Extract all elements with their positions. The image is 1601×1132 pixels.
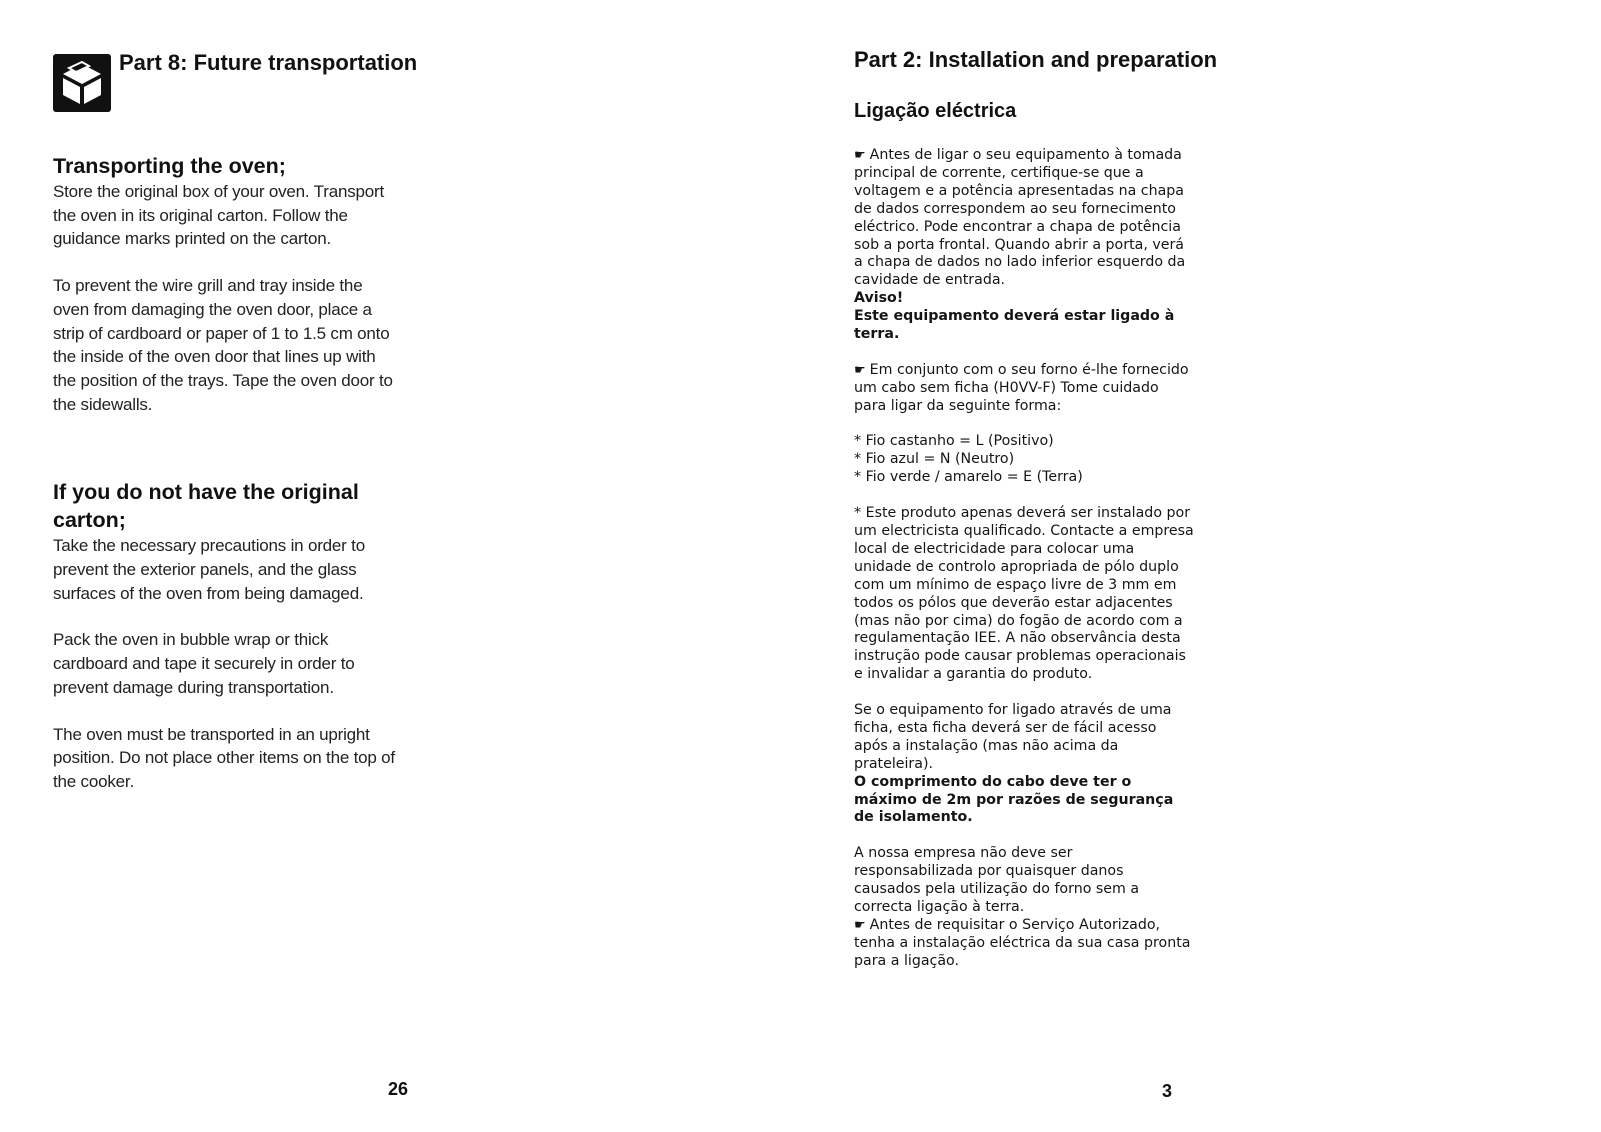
cable-warning: O comprimento do cabo deve ter o máximo de 2m por razões de segurança de isolamento.	[854, 773, 1174, 826]
part-title: Part 2: Installation and preparation	[854, 47, 1218, 72]
section-heading-transporting: Transporting the oven;	[53, 154, 286, 178]
list-item: * Fio castanho = L (Positivo)	[854, 433, 1054, 450]
warning-label: Aviso!	[854, 290, 904, 307]
page-number: 3	[1162, 1081, 1173, 1101]
right-content	[854, 147, 1194, 971]
paragraph: A nossa empresa não deve ser responsabilizada por quaisquer danos causados pela utilização do forno sem a correcta ligação à terra.	[854, 845, 1140, 915]
right-page	[800, 0, 1601, 1132]
warning-text: Este equipamento deverá estar ligado à terra.	[854, 308, 1175, 343]
paragraph: ☛ Antes de ligar o seu equipamento à tomada principal de corrente, certifique-se que a voltagem e a potência apresentadas na chapa de dados correspondem ao seu fornecimento eléctrico. Pode encontrar a chapa de potência sob a porta frontal. Quando abrir a porta, verá a chapa de dados no lado inferior esquerdo da cavidade de entrada.	[854, 147, 1186, 289]
paragraph: The oven must be transported in an upright position. Do not place other items on the top of the cooker.	[53, 724, 395, 791]
part-title: Part 8: Future transportation	[119, 49, 418, 75]
pointing-hand-icon: ☛	[854, 917, 866, 933]
part-header	[53, 49, 418, 112]
paragraph: To prevent the wire grill and tray inside the oven from damaging the oven door, place a strip of cardboard or paper of 1 to 1.5 cm onto the inside of the oven door that lines up with the position of the trays. Tape the oven door to the sidewalls.	[53, 276, 393, 414]
left-page	[0, 0, 800, 1132]
paragraph: Pack the oven in bubble wrap or thick cardboard and tape it securely in order to prevent damage during transportation.	[53, 630, 355, 697]
paragraph: ☛ Antes de requisitar o Serviço Autorizado, tenha a instalação eléctrica da sua casa pronta para a ligação.	[854, 916, 1191, 969]
paragraph: ☛ Em conjunto com o seu forno é-lhe fornecido um cabo sem ficha (H0VV-F) Tome cuidado para ligar da seguinte forma:	[854, 361, 1189, 414]
pointing-hand-icon: ☛	[854, 362, 866, 378]
paragraph: Store the original box of your oven. Transport the oven in its original carton. Follow the guidance marks printed on the carton.	[53, 182, 384, 249]
paragraph: Se o equipamento for ligado através de uma ficha, esta ficha deverá ser de fácil acesso após a instalação (mas não acima da prateleira).	[854, 702, 1172, 772]
section-heading-no-carton: If you do not have the original carton;	[53, 480, 359, 533]
pointing-hand-icon: ☛	[854, 148, 866, 163]
list-item: * Fio azul = N (Neutro)	[854, 451, 1015, 468]
page-number: 26	[388, 1079, 409, 1099]
list-item: * Fio verde / amarelo = E (Terra)	[854, 469, 1083, 486]
paragraph: Take the necessary precautions in order to prevent the exterior panels, and the glass surfaces of the oven from being damaged.	[53, 536, 365, 603]
paragraph: * Este produto apenas deverá ser instalado por um electricista qualificado. Contacte a empresa local de electricidade para colocar uma unidade de controlo apropriada de pólo duplo com um mínimo de espaço livre de 3 mm em todos os pólos que deverão estar adjacentes (mas não por cima) do fogão de acordo com a regulamentação IEE. A não observância desta instrução pode causar problemas operacionais e invalidar a garantia do produto.	[854, 505, 1194, 683]
left-content	[53, 152, 398, 794]
section-title: Ligação eléctrica	[854, 100, 1017, 122]
package-box-icon	[53, 54, 111, 112]
